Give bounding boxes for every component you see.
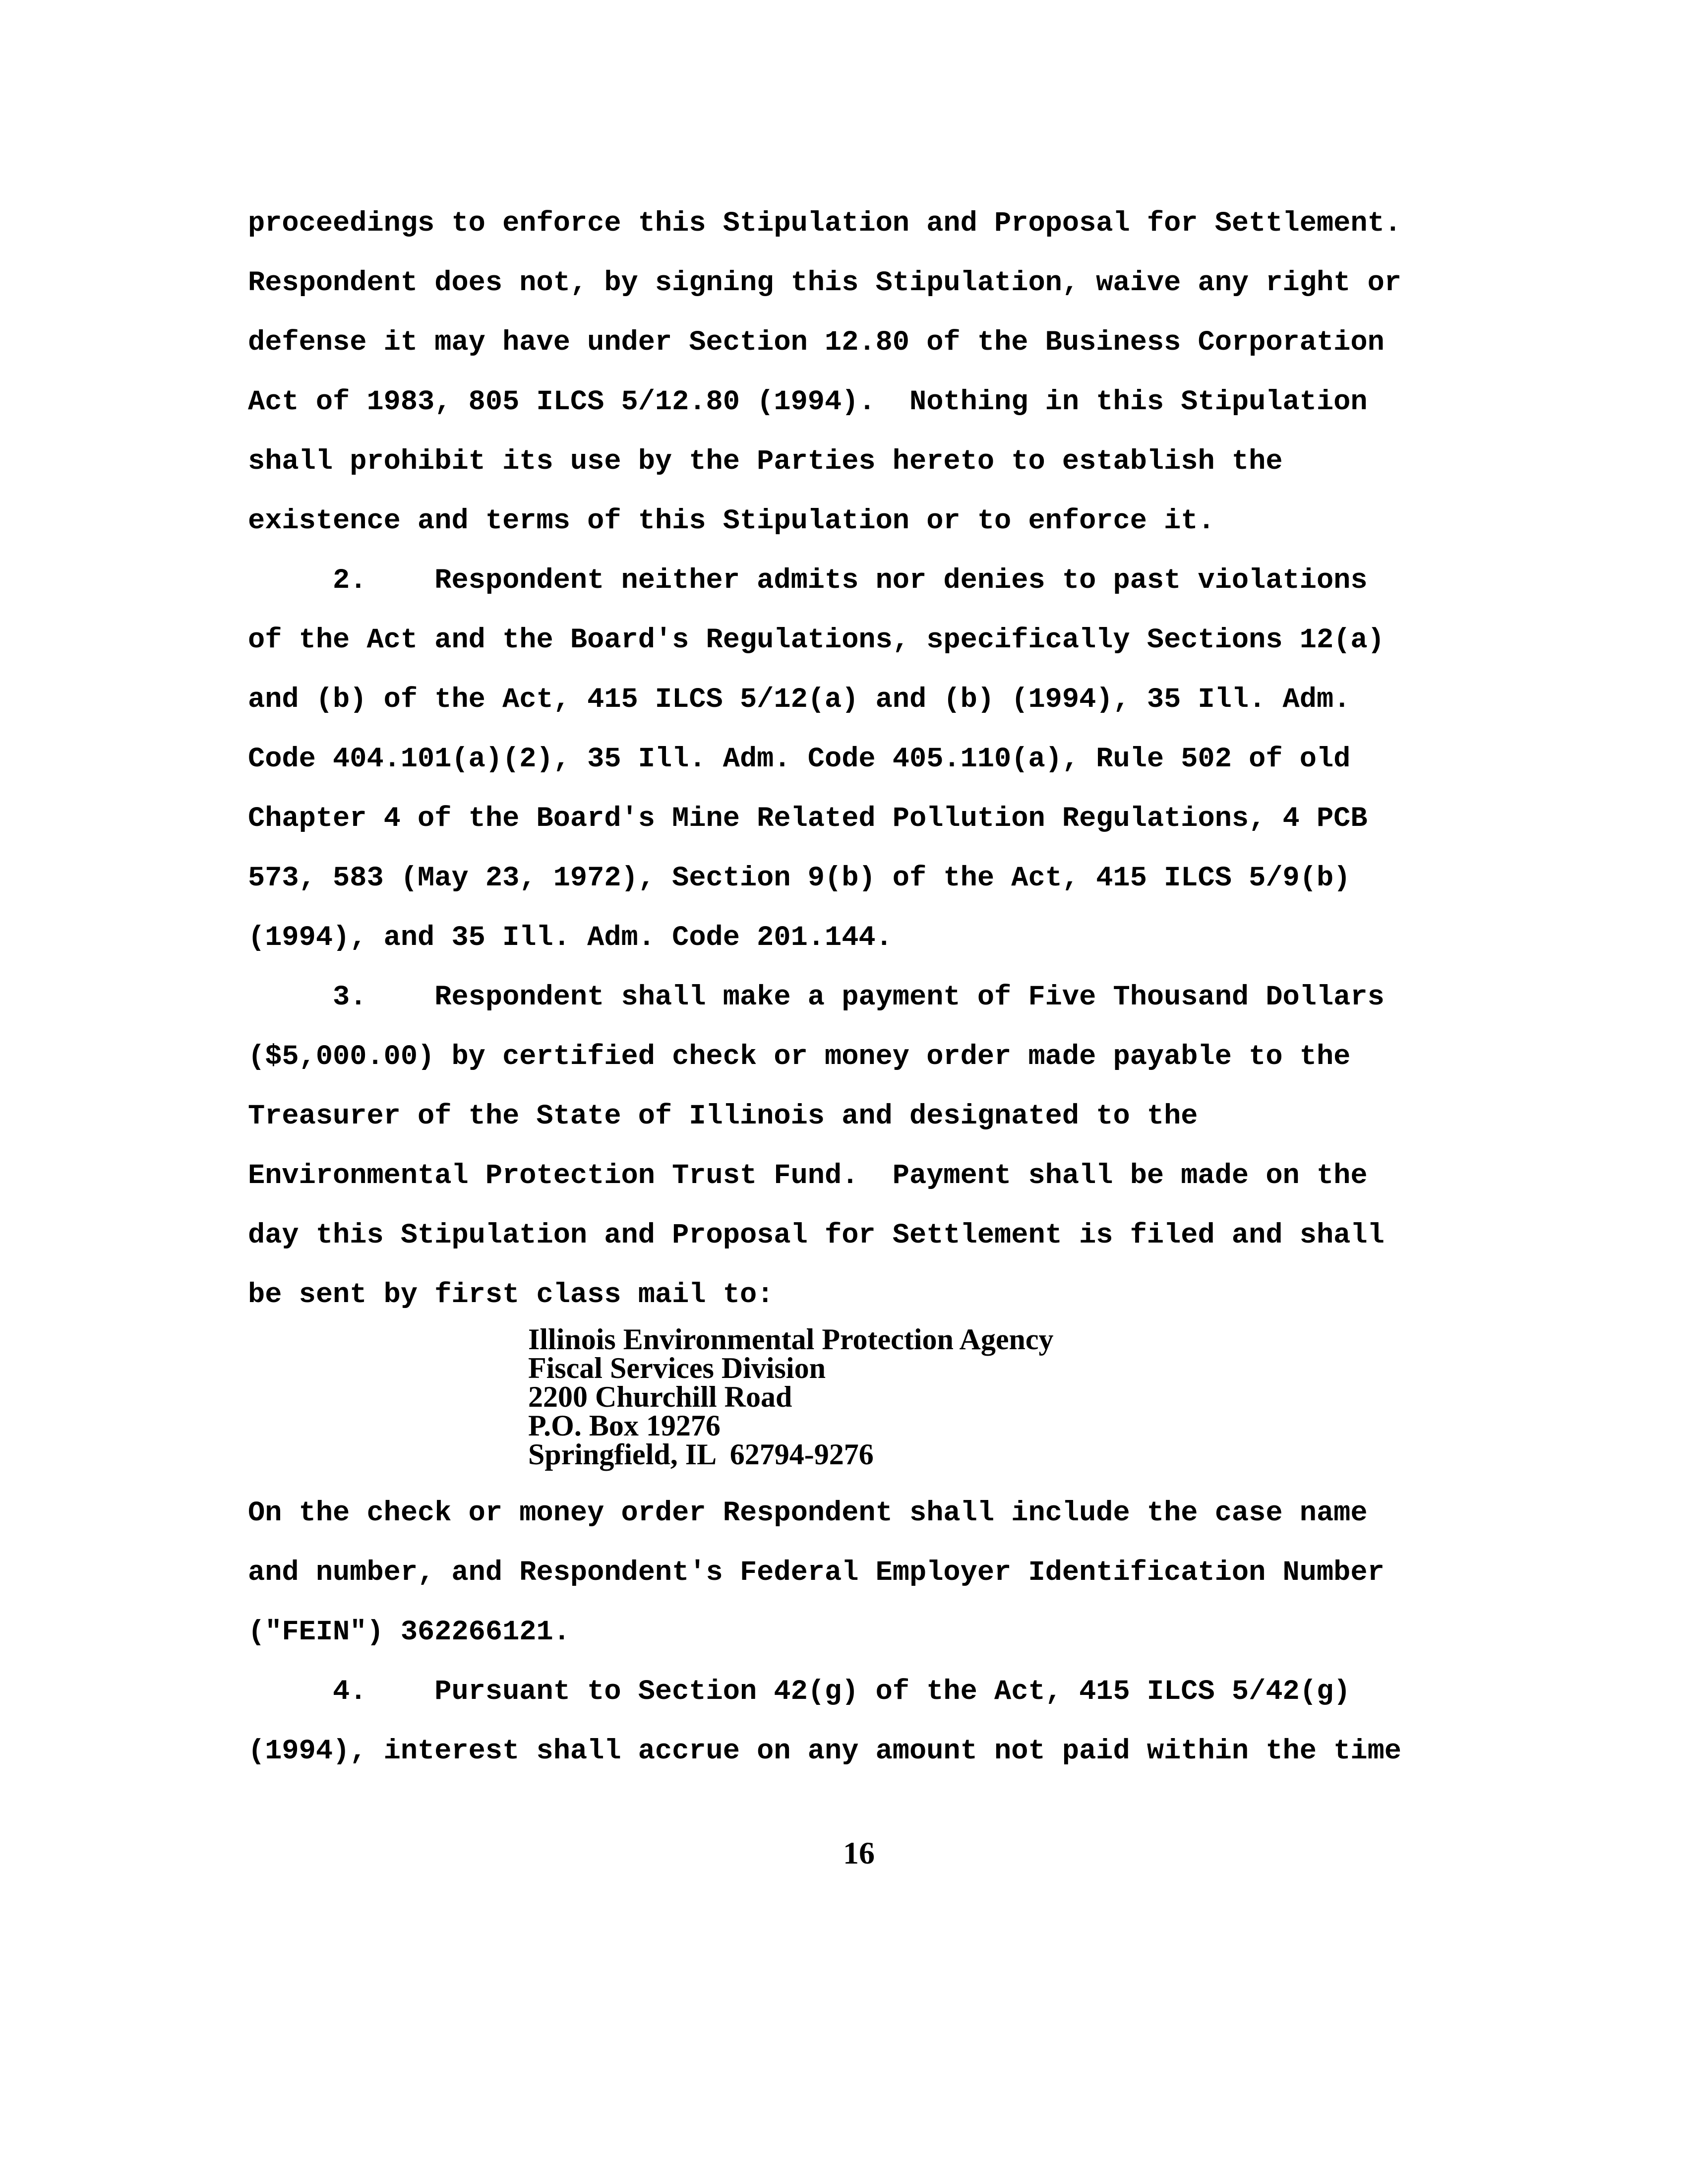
address-line: Fiscal Services Division bbox=[528, 1352, 826, 1384]
text-line: Chapter 4 of the Board's Mine Related Pollution Regulations, 4 PCB bbox=[248, 803, 1368, 835]
text-line: (1994), and 35 Ill. Adm. Code 201.144. bbox=[248, 922, 893, 954]
address-line: 2200 Churchill Road bbox=[528, 1380, 792, 1413]
text-line: ("FEIN") 362266121. bbox=[248, 1617, 570, 1648]
address-line: P.O. Box 19276 bbox=[528, 1409, 721, 1442]
text-line: existence and terms of this Stipulation or to enforce it. bbox=[248, 505, 1215, 537]
address-line: Springfield, IL 62794-9276 bbox=[528, 1438, 874, 1471]
text-line: Respondent does not, by signing this Stipulation, waive any right or bbox=[248, 267, 1401, 299]
text-line: defense it may have under Section 12.80 of the Business Corporation bbox=[248, 327, 1385, 359]
text-line: (1994), interest shall accrue on any amount not paid within the time bbox=[248, 1736, 1401, 1767]
text-line: On the check or money order Respondent shall include the case name bbox=[248, 1498, 1368, 1529]
text-line: shall prohibit its use by the Parties hereto to establish the bbox=[248, 446, 1283, 478]
text-line: 2. Respondent neither admits nor denies to past violations bbox=[248, 565, 1368, 597]
text-line: of the Act and the Board's Regulations, specifically Sections 12(a) bbox=[248, 624, 1385, 656]
text-line: and (b) of the Act, 415 ILCS 5/12(a) and (b) (1994), 35 Ill. Adm. bbox=[248, 684, 1351, 716]
address-line: Illinois Environmental Protection Agency bbox=[528, 1323, 1054, 1356]
text-line: ($5,000.00) by certified check or money order made payable to the bbox=[248, 1041, 1351, 1073]
text-line: day this Stipulation and Proposal for Settlement is filed and shall bbox=[248, 1220, 1385, 1251]
text-line: 3. Respondent shall make a payment of Five Thousand Dollars bbox=[248, 982, 1385, 1013]
page-number: 16 bbox=[843, 1835, 875, 1871]
text-line: Act of 1983, 805 ILCS 5/12.80 (1994). Nothing in this Stipulation bbox=[248, 386, 1368, 418]
text-line: Environmental Protection Trust Fund. Payment shall be made on the bbox=[248, 1160, 1368, 1192]
text-line: proceedings to enforce this Stipulation and Proposal for Settlement. bbox=[248, 208, 1401, 240]
text-line: 4. Pursuant to Section 42(g) of the Act, 415 ILCS 5/42(g) bbox=[248, 1676, 1351, 1708]
text-line: Code 404.101(a)(2), 35 Ill. Adm. Code 405.110(a), Rule 502 of old bbox=[248, 744, 1351, 775]
text-line: Treasurer of the State of Illinois and designated to the bbox=[248, 1101, 1198, 1132]
text-line: and number, and Respondent's Federal Employer Identification Number bbox=[248, 1557, 1385, 1589]
text-line: be sent by first class mail to: bbox=[248, 1279, 774, 1311]
text-line: 573, 583 (May 23, 1972), Section 9(b) of the Act, 415 ILCS 5/9(b) bbox=[248, 863, 1351, 894]
